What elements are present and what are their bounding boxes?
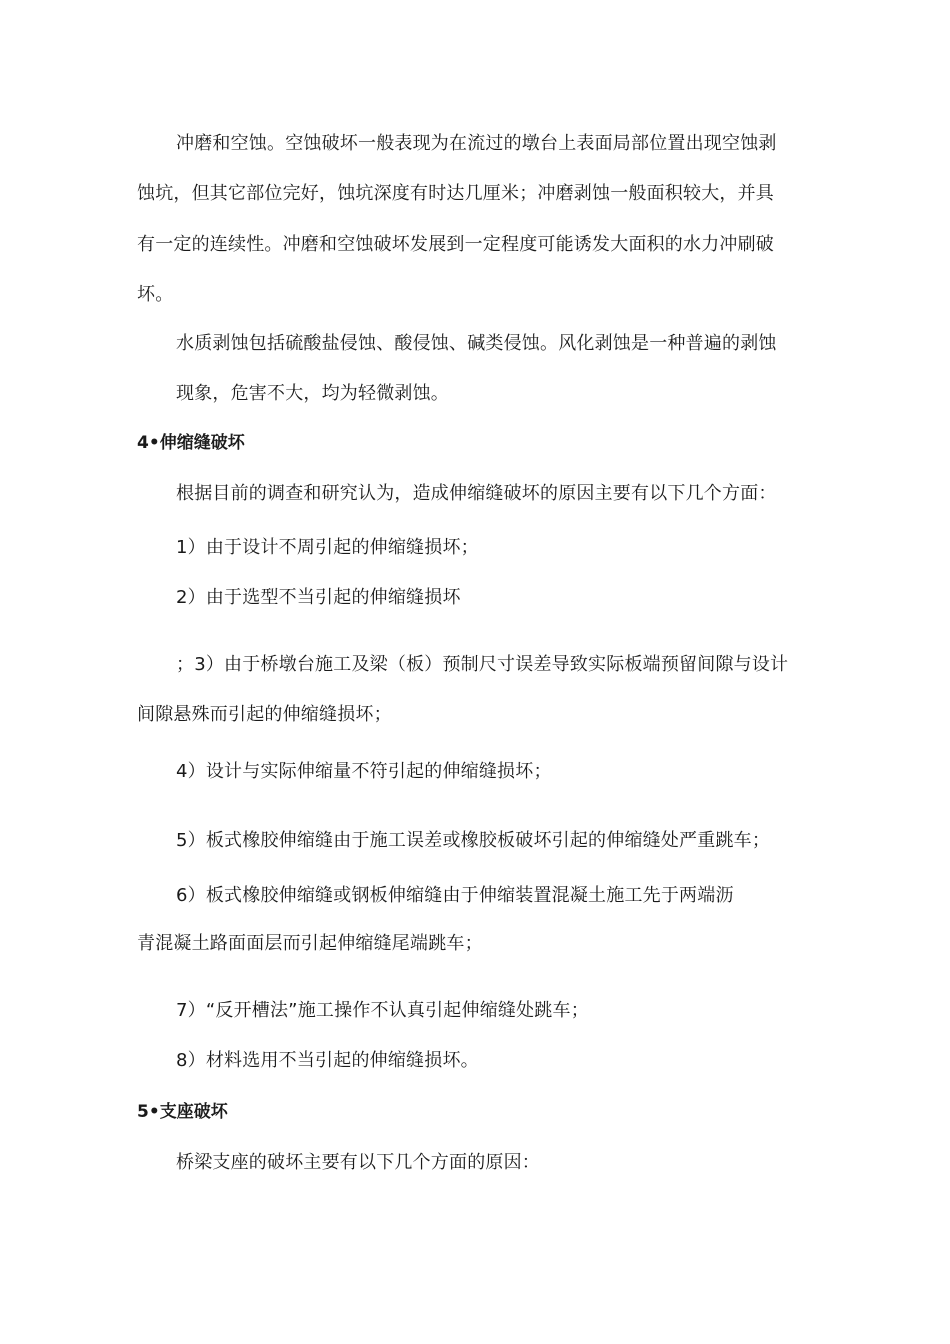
section4-item4: 4）设计与实际伸缩量不符引起的伸缩缝损坏； [176, 761, 552, 782]
section4-item5: 5）板式橡胶伸缩缝由于施工误差或橡胶板破坏引起的伸缩缝处严重跳车； [176, 830, 771, 851]
section4-item6-line1: 6）板式橡胶伸缩缝或钢板伸缩缝由于伸缩装置混凝土施工先于两端沥 [176, 885, 734, 906]
section4-item3-line2: 间隙悬殊而引起的伸缩缝损坏； [137, 704, 392, 725]
section4-item7: 7）“反开槽法”施工操作不认真引起伸缩缝处跳车； [176, 1000, 589, 1021]
section4-item6-line2: 青混凝土路面面层而引起伸缩缝尾端跳车； [137, 933, 483, 954]
section5-intro: 桥梁支座的破坏主要有以下几个方面的原因： [176, 1152, 540, 1173]
section4-heading: 4•伸缩缝破坏 [137, 433, 245, 453]
section4-intro: 根据目前的调查和研究认为，造成伸缩缝破坏的原因主要有以下几个方面： [176, 483, 777, 504]
section4-item2: 2）由于选型不当引起的伸缩缝损坏 [176, 587, 461, 608]
paragraph2-line1: 水质剥蚀包括硫酸盐侵蚀、酸侵蚀、碱类侵蚀。风化剥蚀是一种普遍的剥蚀 [176, 333, 777, 354]
paragraph1-line2: 蚀坑，但其它部位完好，蚀坑深度有时达几厘米；冲磨剥蚀一般面积较大，并具 [137, 183, 774, 204]
paragraph1-line1: 冲磨和空蚀。空蚀破坏一般表现为在流过的墩台上表面局部位置出现空蚀剥 [176, 133, 777, 154]
section5-heading: 5•支座破坏 [137, 1102, 228, 1122]
section4-item1: 1）由于设计不周引起的伸缩缝损坏； [176, 537, 479, 558]
section4-item3-line1: ；3）由于桥墩台施工及梁（板）预制尺寸误差导致实际板端预留间隙与设计 [176, 654, 789, 675]
paragraph2-line2: 现象，危害不大，均为轻微剥蚀。 [176, 383, 449, 404]
paragraph1-line4: 坏。 [137, 284, 174, 305]
section4-item8: 8）材料选用不当引起的伸缩缝损坏。 [176, 1050, 479, 1071]
paragraph1-line3: 有一定的连续性。冲磨和空蚀破坏发展到一定程度可能诱发大面积的水力冲刷破 [137, 234, 774, 255]
